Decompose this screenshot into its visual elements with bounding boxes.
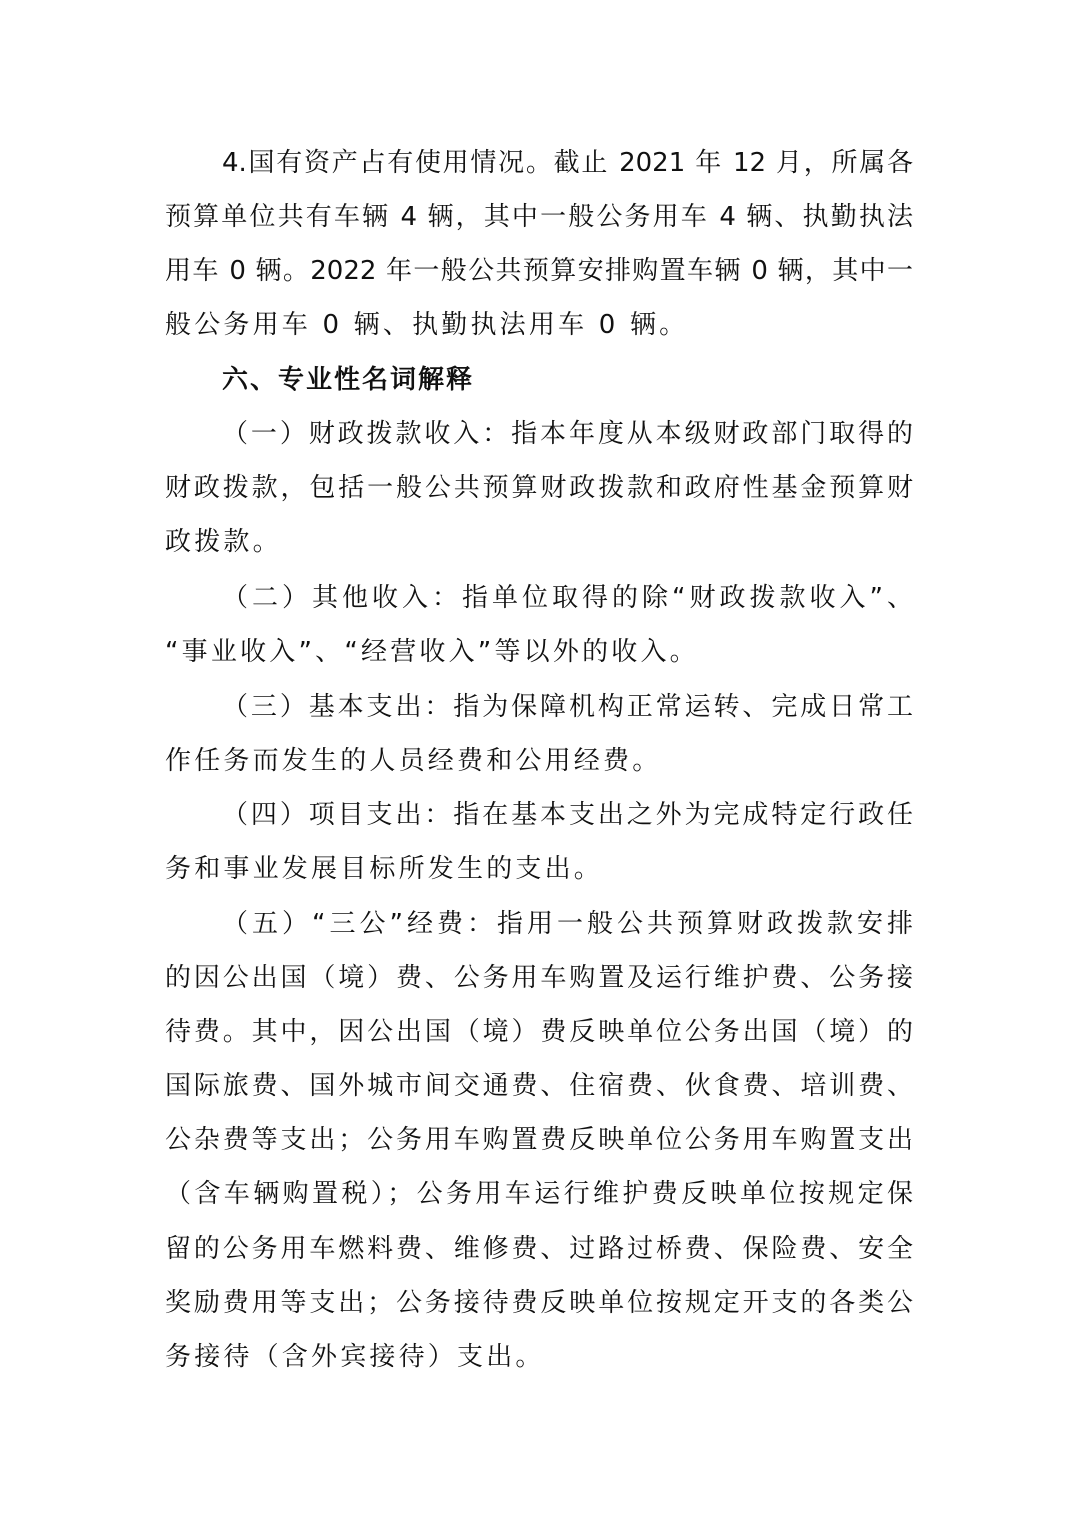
text-line: 待费。其中，因公出国（境）费反映单位公务出国（境）的 — [165, 1017, 913, 1047]
text-line: 预算单位共有车辆 4 辆，其中一般公务用车 4 辆、执勤执法 — [165, 202, 913, 232]
section-heading: 六、专业性名词解释 — [222, 365, 475, 395]
text-line: 4.国有资产占有使用情况。截止 2021 年 12 月，所属各 — [222, 148, 913, 178]
text-line: 国际旅费、国外城市间交通费、住宿费、伙食费、培训费、 — [165, 1071, 913, 1101]
text-line: （含车辆购置税）；公务用车运行维护费反映单位按规定保 — [165, 1179, 913, 1209]
text-line: （四）项目支出：指在基本支出之外为完成特定行政任 — [222, 800, 913, 830]
text-line: 务和事业发展目标所发生的支出。 — [165, 854, 604, 884]
text-line: （二）其他收入：指单位取得的除“财政拨款收入”、 — [222, 583, 913, 613]
text-line: 公杂费等支出；公务用车购置费反映单位公务用车购置支出 — [165, 1125, 913, 1155]
text-line: 的因公出国（境）费、公务用车购置及运行维护费、公务接 — [165, 963, 913, 993]
text-line: （五）“三公”经费：指用一般公共预算财政拨款安排 — [222, 909, 913, 939]
text-line: 务接待（含外宾接待）支出。 — [165, 1342, 545, 1372]
text-line: （三）基本支出：指为保障机构正常运转、完成日常工 — [222, 692, 913, 722]
text-line: 留的公务用车燃料费、维修费、过路过桥费、保险费、安全 — [165, 1234, 913, 1264]
text-line: 作任务而发生的人员经费和公用经费。 — [165, 746, 662, 776]
text-line: “事业收入”、“经营收入”等以外的收入。 — [165, 637, 699, 667]
text-line: 般公务用车 0 辆、执勤执法用车 0 辆。 — [165, 310, 689, 340]
text-line: 政拨款。 — [165, 527, 282, 557]
text-line: 用车 0 辆。2022 年一般公共预算安排购置车辆 0 辆，其中一 — [165, 256, 913, 286]
text-line: 奖励费用等支出；公务接待费反映单位按规定开支的各类公 — [165, 1288, 913, 1318]
text-line: 财政拨款，包括一般公共预算财政拨款和政府性基金预算财 — [165, 473, 913, 503]
text-line: （一）财政拨款收入：指本年度从本级财政部门取得的 — [222, 419, 913, 449]
